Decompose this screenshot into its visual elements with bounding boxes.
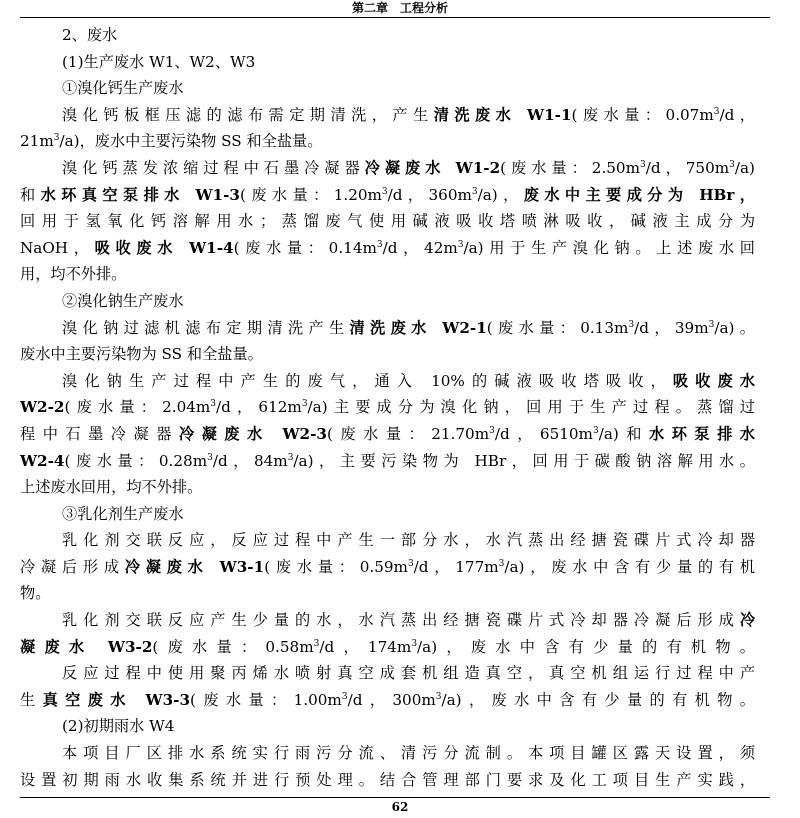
text-segment: /a)，废水中主要污染物 SS 和全盐量。 bbox=[59, 132, 323, 151]
text-line bbox=[20, 235, 755, 262]
text-line bbox=[20, 580, 755, 607]
text-segment: 21m bbox=[20, 132, 54, 151]
superscript: 3 bbox=[489, 425, 495, 436]
superscript: 3 bbox=[471, 186, 478, 197]
text-segment: /a)主要成分为溴化钠，回用于生产过程。蒸馏过 bbox=[307, 398, 755, 417]
superscript: 3 bbox=[407, 558, 414, 569]
text-segment: (1)生产废水 W1、W2、W3 bbox=[62, 52, 256, 71]
text-segment: /d，42m bbox=[382, 238, 458, 257]
text-segment: (废水量：0.07m bbox=[571, 105, 714, 124]
text-segment: 乳化剂交联反应产生少量的水，水汽蒸出经搪瓷碟片式冷却器冷凝后形成 bbox=[62, 611, 740, 630]
superscript: 3 bbox=[313, 638, 320, 649]
bold-text: 废水中主要成分为 HBr， bbox=[523, 185, 755, 204]
footer-rule bbox=[20, 797, 770, 798]
text-line bbox=[20, 634, 755, 661]
text-segment: /a)，废水中含有少量的有机 bbox=[504, 557, 755, 576]
text-segment: 乳化剂交联反应，反应过程中产生一部分水，水汽蒸出经搪瓷碟片式冷却器 bbox=[62, 531, 755, 550]
text-segment: ③乳化剂生产废水 bbox=[62, 504, 184, 523]
text-segment: /a)，废水中含有少量的有机物。 bbox=[417, 637, 755, 656]
text-line bbox=[20, 208, 755, 235]
bold-text: W2-2 bbox=[20, 398, 65, 417]
text-segment: /d，6510m bbox=[494, 424, 593, 443]
text-line bbox=[20, 22, 755, 49]
text-segment: 和 bbox=[20, 185, 41, 204]
text-line bbox=[20, 687, 755, 714]
text-segment: 反应过程中使用聚丙烯水喷射真空成套机组造真空，真空机组运行过程中产 bbox=[62, 664, 755, 683]
text-segment: /a) bbox=[734, 158, 755, 177]
text-segment: NaOH， bbox=[20, 238, 95, 257]
text-segment: 2、废水 bbox=[62, 26, 118, 44]
text-line bbox=[20, 554, 755, 581]
text-segment: 本项目厂区排水系统实行雨污分流、清污分流制。本项目罐区露天设置，须 bbox=[62, 744, 755, 763]
text-line bbox=[20, 128, 755, 155]
text-segment: 溴化钠过滤机滤布定期清洗产生 bbox=[62, 318, 350, 337]
superscript: 3 bbox=[628, 319, 635, 330]
text-line bbox=[20, 660, 755, 687]
text-segment: /a)用于生产溴化钠。上述废水回 bbox=[463, 238, 755, 257]
text-segment: 溴化钙蒸发浓缩过程中石墨冷凝器 bbox=[62, 158, 365, 177]
text-segment: /a)，废水中含有少量的有机物。 bbox=[441, 690, 755, 709]
superscript: 3 bbox=[592, 425, 599, 436]
text-segment: 上述废水回用，均不外排。 bbox=[20, 478, 203, 497]
text-segment: /d，750m bbox=[645, 158, 730, 177]
text-line bbox=[20, 767, 755, 794]
superscript: 3 bbox=[498, 558, 505, 569]
text-line bbox=[20, 288, 755, 315]
text-segment: 回用于氢氧化钙溶解用水；蒸馏废气使用碱液吸收塔喷淋吸收，碱液主成分为 bbox=[20, 212, 755, 231]
text-line bbox=[20, 501, 755, 528]
text-segment: 生 bbox=[20, 690, 43, 709]
text-segment: (废水量：0.13m bbox=[486, 318, 629, 337]
text-segment: /d， bbox=[719, 105, 755, 124]
superscript: 3 bbox=[53, 133, 60, 144]
page-header: 第二章 工程分析 bbox=[351, 1, 448, 15]
text-line bbox=[20, 155, 755, 182]
text-line bbox=[20, 421, 755, 448]
text-segment: 程中石墨冷凝器 bbox=[20, 424, 179, 443]
bold-text: 冷凝废水 W3-1 bbox=[124, 557, 265, 576]
bold-text: 水环泵排水 bbox=[649, 424, 755, 443]
bold-text: 清洗废水 W2-1 bbox=[349, 318, 487, 337]
text-line bbox=[20, 527, 755, 554]
text-segment: (废水量：2.04m bbox=[64, 398, 211, 417]
text-segment: (废水量：0.58m bbox=[152, 637, 314, 656]
text-segment: /a)。 bbox=[714, 318, 755, 337]
text-segment: 溴化钙板框压滤的滤布需定期清洗，产生 bbox=[62, 105, 434, 124]
superscript: 3 bbox=[729, 159, 735, 170]
page-number: 62 bbox=[391, 800, 409, 814]
text-line bbox=[20, 368, 755, 395]
text-line bbox=[20, 713, 755, 740]
text-segment: /a)， bbox=[477, 185, 524, 204]
text-segment: /d，174m bbox=[319, 637, 412, 656]
text-segment: 冷凝后形成 bbox=[20, 557, 125, 576]
text-segment: /a)和 bbox=[598, 424, 650, 443]
text-line bbox=[20, 261, 755, 288]
superscript: 3 bbox=[210, 399, 217, 410]
text-line bbox=[20, 102, 755, 129]
text-segment: 用，均不外排。 bbox=[20, 265, 127, 284]
header-rule bbox=[20, 17, 770, 18]
text-segment: 设置初期雨水收集系统并进行预处理。结合管理部门要求及化工项目生产实践， bbox=[20, 770, 755, 789]
text-segment: (2)初期雨水 W4 bbox=[62, 717, 175, 736]
text-segment: ②溴化钠生产废水 bbox=[62, 291, 184, 310]
text-line bbox=[20, 474, 755, 501]
text-segment: /d，360m bbox=[387, 185, 472, 204]
superscript: 3 bbox=[708, 319, 715, 330]
superscript: 3 bbox=[287, 452, 294, 463]
document-body bbox=[20, 22, 755, 793]
text-segment: (废水量：0.59m bbox=[264, 557, 408, 576]
text-line bbox=[20, 49, 755, 76]
bold-text: 吸收废水 W1-4 bbox=[94, 238, 234, 257]
text-segment: (废水量：1.20m bbox=[239, 185, 382, 204]
superscript: 3 bbox=[381, 186, 388, 197]
bold-text: 凝废水 W3-2 bbox=[20, 637, 153, 656]
bold-text: 冷凝废水 W1-2 bbox=[364, 158, 501, 177]
superscript: 3 bbox=[376, 239, 383, 250]
text-segment: /d，177m bbox=[413, 557, 499, 576]
text-line bbox=[20, 607, 755, 634]
superscript: 3 bbox=[207, 452, 213, 463]
bold-text: W2-4 bbox=[20, 451, 65, 470]
bold-text: 真空废水 W3-3 bbox=[42, 690, 191, 709]
text-line bbox=[20, 315, 755, 342]
text-segment: /d，612m bbox=[216, 398, 302, 417]
text-segment: 溴化钠生产过程中产生的废气，通入 10%的碱液吸收塔吸收， bbox=[62, 371, 673, 390]
superscript: 3 bbox=[435, 691, 442, 702]
text-segment: 废水中主要污染物为 SS 和全盐量。 bbox=[20, 345, 263, 364]
superscript: 3 bbox=[301, 399, 308, 410]
bold-text: 吸收废水 bbox=[672, 371, 755, 390]
superscript: 3 bbox=[341, 691, 348, 702]
text-line bbox=[20, 448, 755, 475]
bold-text: 水环真空泵排水 W1-3 bbox=[40, 185, 240, 204]
text-segment: /d，84m bbox=[212, 451, 288, 470]
text-segment: (废水量：0.28m bbox=[64, 451, 208, 470]
text-line bbox=[20, 394, 755, 421]
text-segment: (废水量：0.14m bbox=[233, 238, 377, 257]
text-line bbox=[20, 740, 755, 767]
text-segment: 物。 bbox=[20, 584, 51, 603]
text-segment: /d，300m bbox=[347, 690, 436, 709]
text-line bbox=[20, 182, 755, 209]
text-line bbox=[20, 75, 755, 102]
bold-text: 冷凝废水 W2-3 bbox=[178, 424, 327, 443]
superscript: 3 bbox=[713, 106, 720, 117]
text-segment: (废水量：21.70m bbox=[327, 424, 490, 443]
superscript: 3 bbox=[411, 638, 418, 649]
text-segment: (废水量：2.50m bbox=[500, 158, 640, 177]
text-segment: (废水量：1.00m bbox=[190, 690, 342, 709]
text-segment: /d，39m bbox=[634, 318, 709, 337]
text-line bbox=[20, 341, 755, 368]
bold-text: 清洗废水 W1-1 bbox=[433, 105, 572, 124]
superscript: 3 bbox=[457, 239, 464, 250]
bold-text: 冷 bbox=[739, 611, 755, 630]
text-segment: ①溴化钙生产废水 bbox=[62, 79, 184, 98]
text-segment: /a)，主要污染物为 HBr，回用于碳酸钠溶解用水。 bbox=[293, 451, 755, 470]
superscript: 3 bbox=[640, 159, 646, 170]
